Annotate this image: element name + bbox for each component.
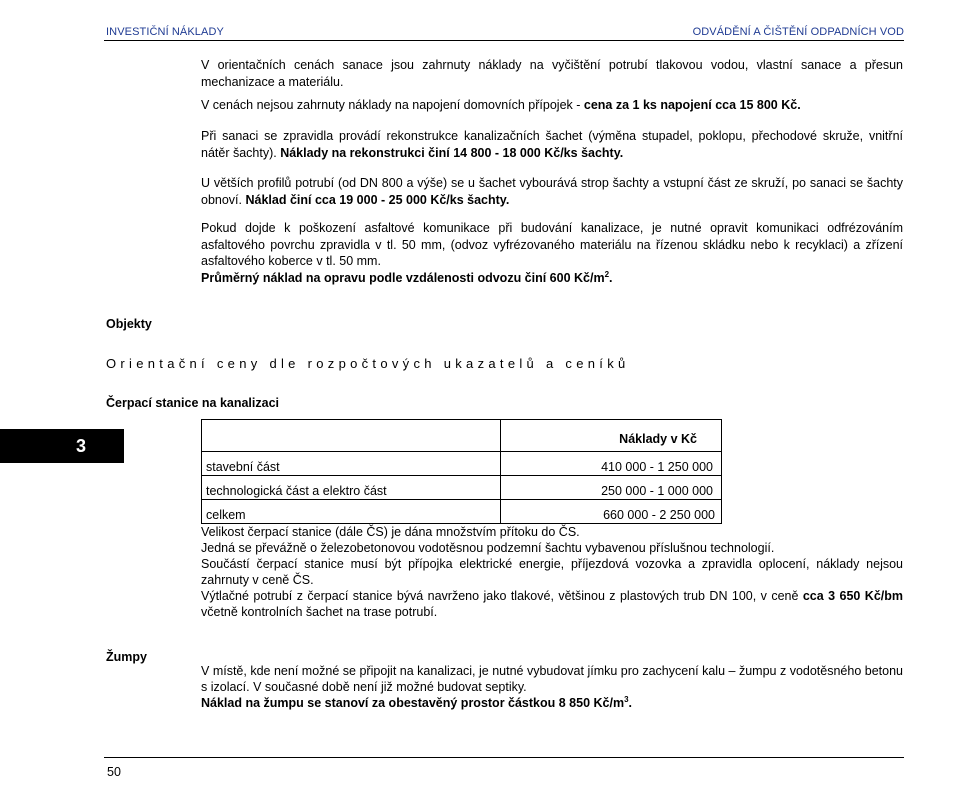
paragraph-text: U větších profilů potrubí (od DN 800 a výše) se u šachet vybourává strop šachty a vstupní část ze skruží, po sanaci se šachty obnoví. <box>201 176 903 207</box>
note-line: Součástí čerpací stanice musí být přípojka elektrické energie, příjezdová vozovka a zpravidla oplocení, náklady nejsou zahrnuty v ceně ČS. <box>201 557 903 587</box>
table-cell-label: celkem <box>202 500 501 524</box>
table-cell-label: technologická část a elektro část <box>202 476 501 500</box>
header-divider <box>104 40 904 41</box>
page-number: 50 <box>107 765 121 779</box>
paragraph-connection-costs <box>201 97 903 114</box>
paragraph-bold: Náklady na rekonstrukci činí 14 800 - 18 000 Kč/ks šachty. <box>280 145 624 160</box>
table-row <box>202 500 722 524</box>
header-left-title: INVESTIČNÍ NÁKLADY <box>106 26 224 38</box>
pump-station-heading: Čerpací stanice na kanalizaci <box>106 396 280 410</box>
paragraph-manhole-reconstruction <box>201 128 903 161</box>
note-line <box>201 588 903 620</box>
note-line: Velikost čerpací stanice (dále ČS) je dána množstvím přítoku do ČS. <box>201 525 580 539</box>
cesspit-heading: Žumpy <box>106 650 147 664</box>
paragraph-text: Pokud dojde k poškození asfaltové komunikace při budování kanalizace, je nutné opravit komunikaci odfrézováním asfaltového povrchu zpravidla v tl. 50 mm, (odvoz vyfrézovaného materiálu na řízenou skládku nebo k recyklaci) a zřízení asfaltového koberce v tl. 50 mm. <box>201 221 903 268</box>
paragraph-bold <box>201 271 613 285</box>
superscript: 3 <box>624 694 629 704</box>
paragraph-bold: cena za 1 ks napojení cca 15 800 Kč. <box>583 98 801 112</box>
table-header-empty-cell <box>202 420 501 452</box>
note-line: Jedná se převážně o železobetonovou vodotěsnou podzemní šachtu vybavenou příslušnou technologií. <box>201 541 775 555</box>
table-cell-value: 410 000 - 1 250 000 <box>501 452 722 476</box>
table-cell-value: 660 000 - 2 250 000 <box>501 500 722 524</box>
paragraph-text: Při sanaci se zpravidla provádí rekonstrukce kanalizačních šachet (výměna stupadel, poklopu, přechodové skruže, vnitřní nátěr šachty). <box>201 129 903 160</box>
paragraph-text: V cenách nejsou zahrnuty náklady na napojení domovních přípojek - <box>201 98 584 112</box>
cesspit-paragraph <box>201 663 903 711</box>
table-row <box>202 452 722 476</box>
cesspit-bold <box>201 696 632 710</box>
table-row <box>202 476 722 500</box>
table-cell-value: 250 000 - 1 000 000 <box>501 476 722 500</box>
spaced-section-title: Orientační ceny dle rozpočtových ukazatelů a ceníků <box>106 356 630 371</box>
chapter-tab-marker: 3 <box>0 429 124 463</box>
pump-station-cost-table <box>201 419 722 524</box>
table-header-costs: Náklady v Kč <box>501 420 722 452</box>
objects-heading: Objekty <box>106 317 152 331</box>
pump-station-notes <box>201 524 903 620</box>
table-header-row <box>202 420 722 452</box>
paragraph-bold-end: . <box>609 270 613 285</box>
paragraph-asphalt-repair <box>201 220 903 286</box>
paragraph-sanace-costs: V orientačních cenách sanace jsou zahrnuty náklady na vyčištění potrubí tlakovou vodou, vlastní sanace a přesun mechanizace a materiálu. <box>201 58 903 89</box>
header-right-title: ODVÁDĚNÍ A ČIŠTĚNÍ ODPADNÍCH VOD <box>692 26 904 38</box>
superscript: 2 <box>604 269 610 279</box>
paragraph-bold: Náklad činí cca 19 000 - 25 000 Kč/ks šachty. <box>245 192 510 207</box>
table-cell-label: stavební část <box>202 452 501 476</box>
cesspit-bold-text: Náklad na žumpu se stanoví za obestavěný prostor částkou 8 850 Kč/m <box>201 696 625 710</box>
note-text-end: včetně kontrolních šachet na trase potrubí. <box>201 605 438 619</box>
paragraph-bold-text: Průměrný náklad na opravu podle vzdálenosti odvozu činí 600 Kč/m <box>201 270 605 285</box>
note-bold: cca 3 650 Kč/bm <box>802 589 903 603</box>
cesspit-text: V místě, kde není možné se připojit na kanalizaci, je nutné vybudovat jímku pro zachycení kalu – žumpu z vodotěsného betonu s izolací. V současné době není již možné budovat septiky. <box>201 664 903 694</box>
note-text: Výtlačné potrubí z čerpací stanice bývá navrženo jako tlakové, většinou z plastových trub DN 100, v ceně <box>201 589 803 603</box>
footer-divider <box>104 757 904 758</box>
paragraph-large-profiles <box>201 175 903 208</box>
cesspit-bold-end: . <box>628 696 633 710</box>
